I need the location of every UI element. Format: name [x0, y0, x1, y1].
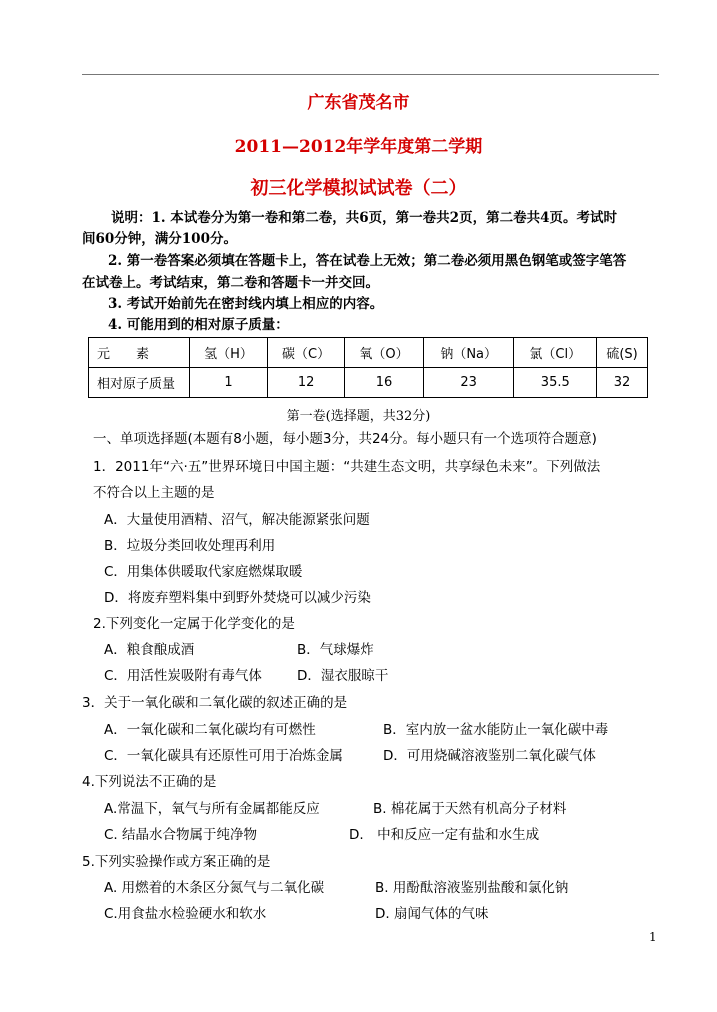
q3-option-a: A．一氧化碳和二氧化碳均有可燃性 — [104, 722, 316, 738]
table-header-row — [89, 338, 648, 368]
table-header-cell: 钠（Na） — [423, 338, 514, 368]
q2-option-a: A．粮食酿成酒 — [104, 642, 195, 658]
q5-option-b: B. 用酚酞溶液鉴别盐酸和氯化钠 — [375, 880, 569, 896]
section-intro: 一、单项选择题(本题有8小题，每小题3分，共24分。每小题只有一个选项符合题意) — [93, 431, 597, 447]
table-header-cell: 元 素 — [89, 338, 190, 368]
q1-option-a: A．大量使用酒精、沼气，解决能源紧张问题 — [104, 512, 370, 528]
table-header-cell: 碳（C） — [268, 338, 345, 368]
q4-option-d: D. 中和反应一定有盐和水生成 — [349, 827, 540, 843]
q2-option-c: C．用活性炭吸附有毒气体 — [104, 668, 262, 684]
table-header-cell: 氧（O） — [345, 338, 424, 368]
q2-option-d: D．湿衣服晾干 — [297, 668, 389, 684]
q5-option-d: D. 扇闻气体的气味 — [375, 906, 489, 922]
table-cell: 23 — [423, 368, 514, 398]
q3-option-b: B．室内放一盆水能防止一氧化碳中毒 — [383, 722, 609, 738]
header-year: 2011—2012年学年度第二学期 — [234, 137, 483, 157]
q4-option-c: C. 结晶水合物属于纯净物 — [104, 827, 258, 843]
table-header-cell: 硫(S) — [597, 338, 648, 368]
header-city: 广东省茂名市 — [307, 93, 410, 113]
table-row — [89, 368, 648, 398]
q3-stem: 3．关于一氧化碳和二氧化碳的叙述正确的是 — [82, 695, 348, 711]
q1-option-b: B．垃圾分类回收处理再利用 — [104, 538, 276, 554]
table-cell: 35.5 — [514, 368, 597, 398]
q2-option-b: B．气球爆炸 — [297, 642, 374, 658]
q1-stem-cont: 不符合以上主题的是 — [93, 485, 215, 501]
note-line-4: 4. 可能用到的相对原子质量： — [108, 317, 289, 333]
table-row-label: 相对原子质量 — [89, 368, 190, 398]
q3-option-c: C．一氧化碳具有还原性可用于冶炼金属 — [104, 748, 343, 764]
q5-option-a: A. 用燃着的木条区分氮气与二氧化碳 — [104, 880, 325, 896]
q4-option-b: B. 棉花属于天然有机高分子材料 — [373, 801, 567, 817]
q4-option-a: A.常温下，氧气与所有金属都能反应 — [104, 801, 320, 817]
q3-option-d: D．可用烧碱溶液鉴别二氧化碳气体 — [383, 748, 596, 764]
header-rule — [82, 74, 659, 75]
q5-stem: 5.下列实验操作或方案正确的是 — [82, 854, 271, 870]
note-line-1b: 间60分钟，满分100分。 — [82, 231, 237, 247]
atomic-mass-table — [88, 337, 648, 398]
note-line-2b: 在试卷上。考试结束，第二卷和答题卡一并交回。 — [82, 275, 379, 291]
q1-option-c: C．用集体供暖取代家庭燃煤取暖 — [104, 564, 303, 580]
q5-option-c: C.用食盐水检验硬水和软水 — [104, 906, 267, 922]
q1-stem: 1．2011年“六·五”世界环境日中国主题：“共建生态文明，共享绿色未来”。下列做法 — [93, 459, 601, 475]
table-cell: 32 — [597, 368, 648, 398]
table-cell: 16 — [345, 368, 424, 398]
table-header-cell: 氯（Cl） — [514, 338, 597, 368]
note-line-3: 3. 考试开始前先在密封线内填上相应的内容。 — [108, 296, 384, 312]
header-exam-title: 初三化学模拟试试卷（二） — [250, 178, 467, 199]
q2-stem: 2.下列变化一定属于化学变化的是 — [93, 616, 295, 632]
table-cell: 1 — [190, 368, 268, 398]
q4-stem: 4.下列说法不正确的是 — [82, 774, 217, 790]
page-number: 1 — [649, 930, 657, 944]
q1-option-d: D．将废弃塑料集中到野外焚烧可以减少污染 — [104, 590, 371, 606]
table-header-cell: 氢（H） — [190, 338, 268, 368]
note-line-1a: 说明：1. 本试卷分为第一卷和第二卷，共6页，第一卷共2页，第二卷共4页。考试时 — [111, 210, 617, 226]
table-cell: 12 — [268, 368, 345, 398]
section-title: 第一卷(选择题，共32分) — [286, 409, 431, 424]
note-line-2a: 2. 第一卷答案必须填在答题卡上，答在试卷上无效；第二卷必须用黑色钢笔或签字笔答 — [108, 253, 627, 269]
